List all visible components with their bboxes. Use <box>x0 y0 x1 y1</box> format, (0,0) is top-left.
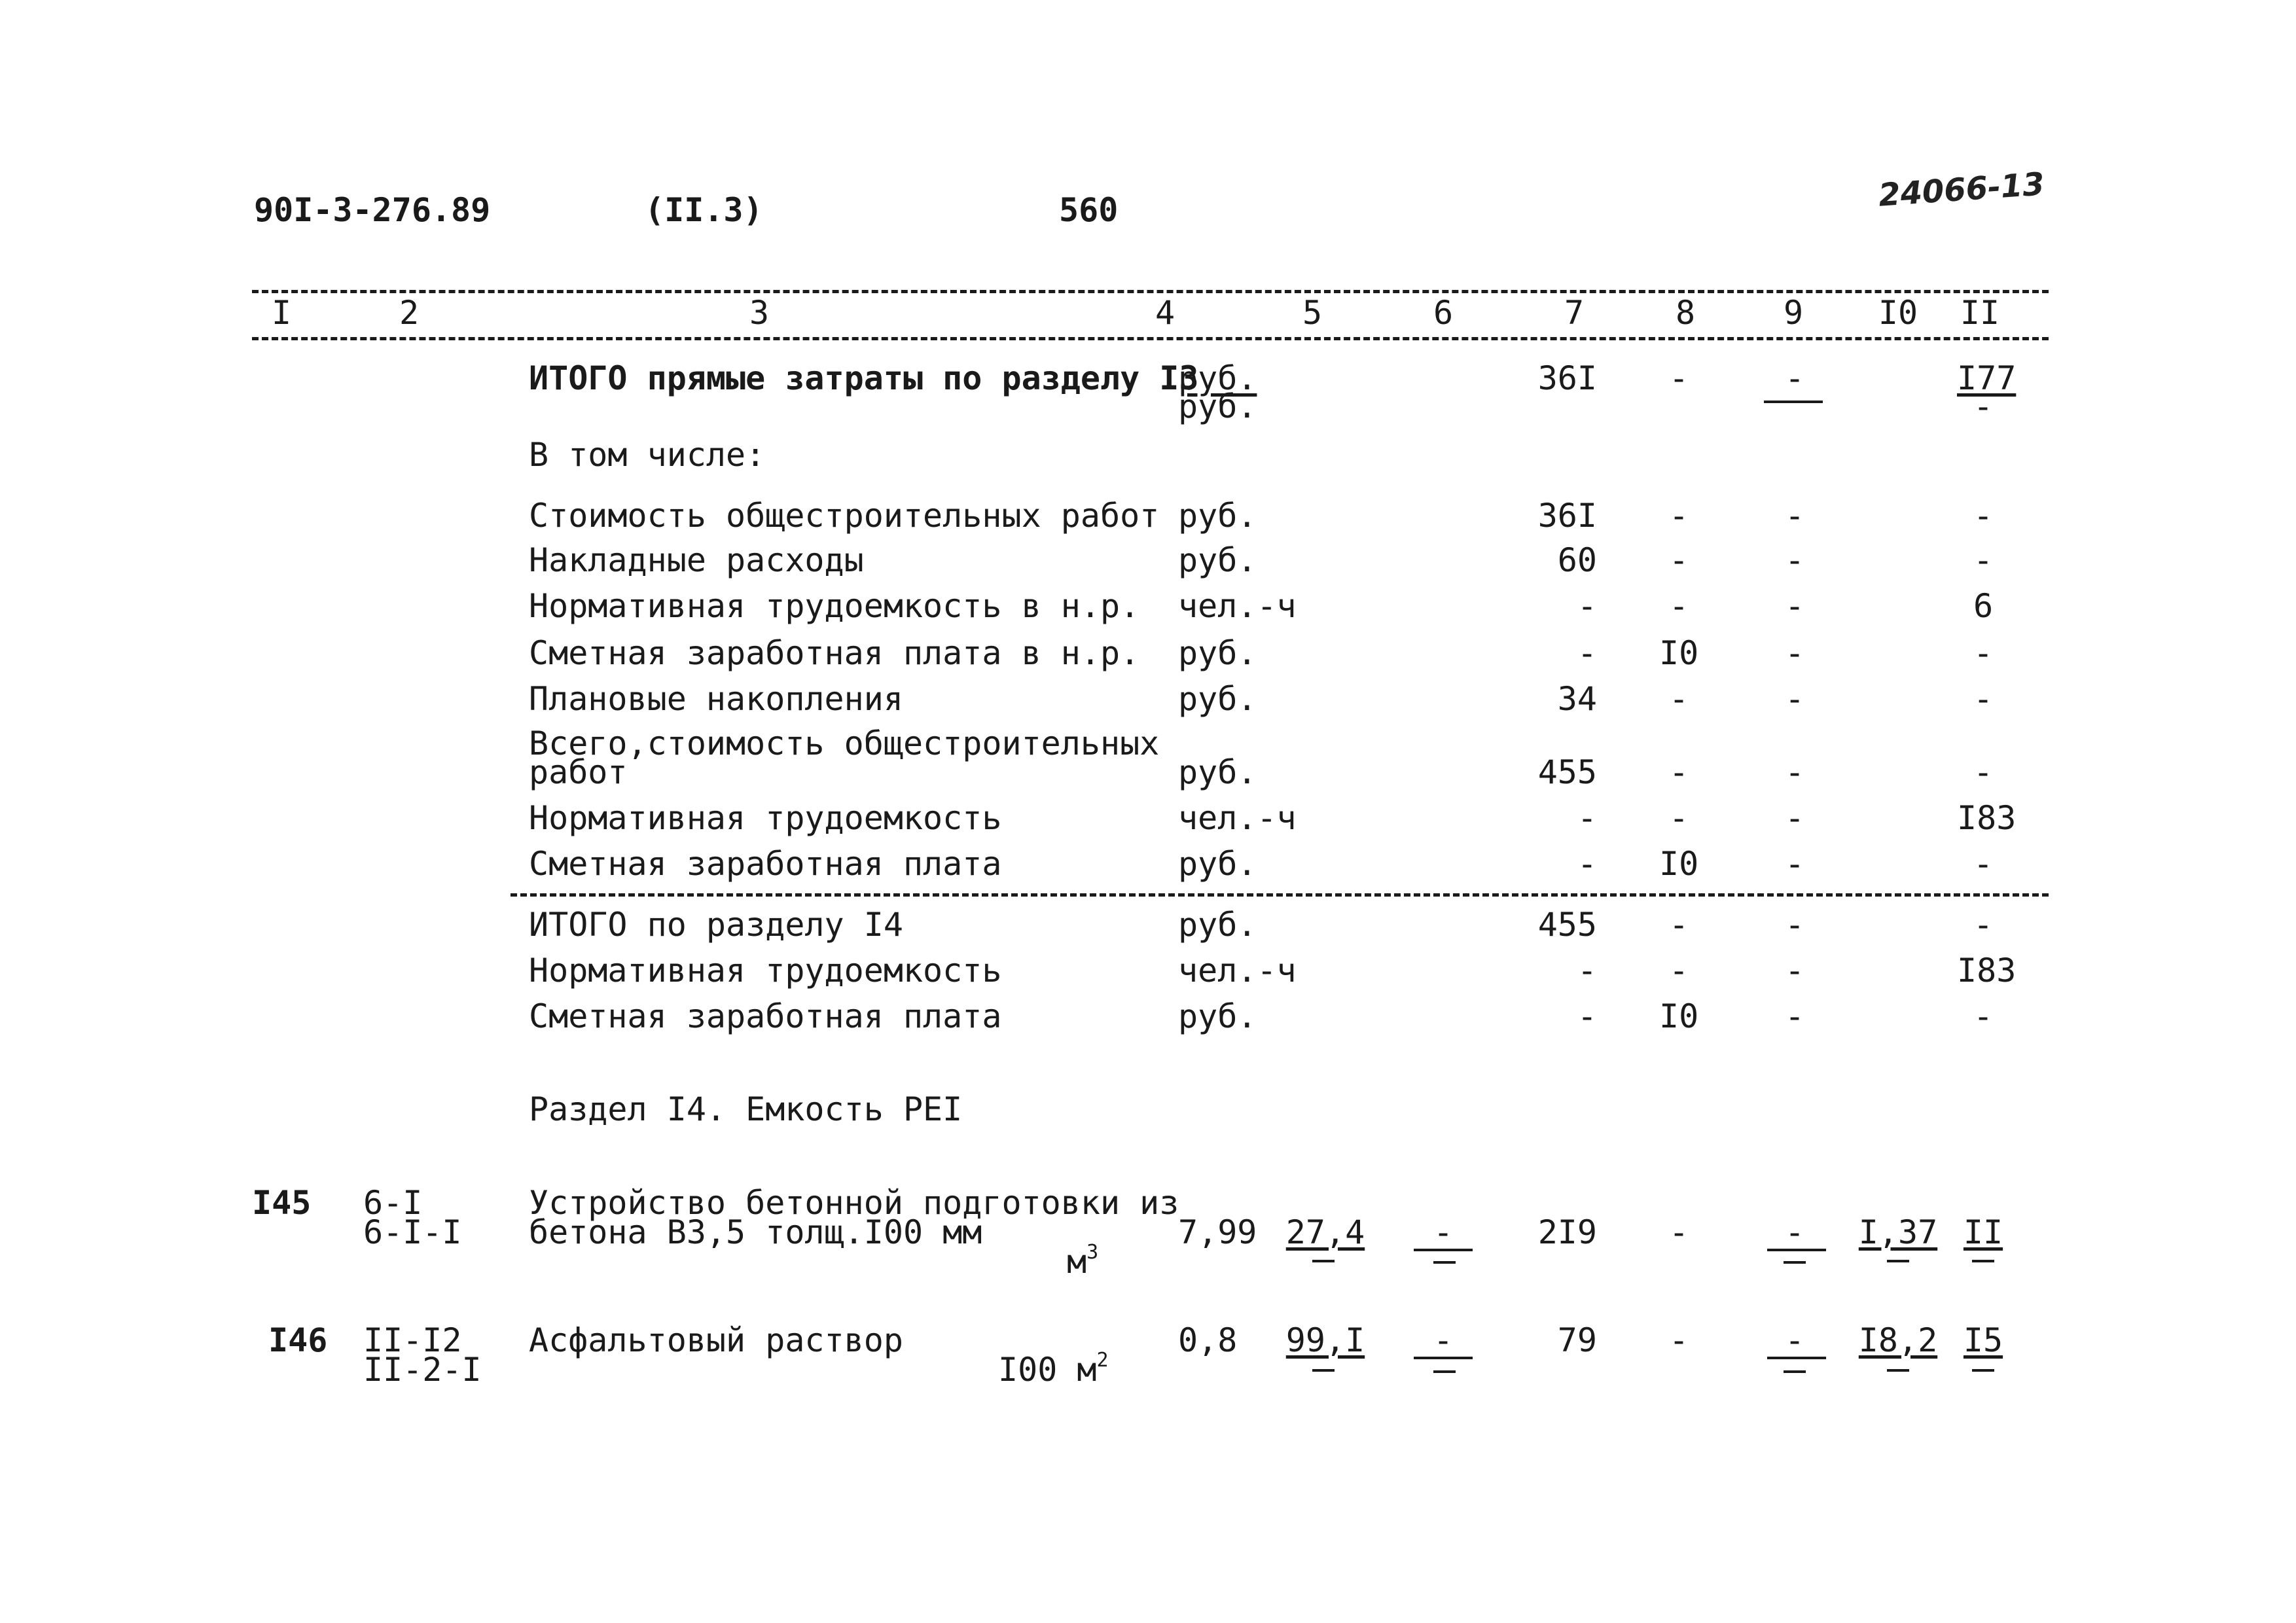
column-header-8: 8 <box>1675 294 1696 332</box>
row-unit: руб. <box>1178 906 1257 944</box>
row-col8: - <box>1668 497 1689 535</box>
item-col5: 99,I <box>1285 1321 1365 1359</box>
row-col7: - <box>1577 845 1597 883</box>
summary-13-col11: I77 <box>1957 359 2017 397</box>
item-code-primary: 6-I <box>363 1184 423 1222</box>
item-col9: - <box>1784 1213 1805 1251</box>
row-col8: - <box>1668 952 1689 990</box>
summary-13-col9-fraction-bar <box>1764 401 1823 403</box>
item-col5: 27,4 <box>1285 1213 1365 1251</box>
row-col8: - <box>1668 587 1689 625</box>
row-col9: - <box>1784 952 1805 990</box>
item-col9-fraction-bar <box>1767 1357 1826 1359</box>
item-col6-fraction-bar <box>1414 1357 1473 1359</box>
section-14-heading: Раздел I4. Емкость РЕI <box>529 1090 963 1128</box>
item-quantity: 7,99 <box>1178 1213 1257 1251</box>
row-unit: руб. <box>1178 753 1257 791</box>
row-col9: - <box>1784 753 1805 791</box>
row-col9: - <box>1784 634 1805 672</box>
column-header-3: 3 <box>749 294 770 332</box>
row-col8: - <box>1668 541 1689 579</box>
item-number: I45 <box>252 1184 312 1222</box>
item-col6: - <box>1433 1213 1454 1251</box>
row-col11: - <box>1973 634 1994 672</box>
row-col8: - <box>1668 753 1689 791</box>
item-col7: 79 <box>1557 1321 1597 1359</box>
row-unit: руб. <box>1178 497 1257 535</box>
column-header-7: 7 <box>1564 294 1585 332</box>
row-col11: - <box>1973 541 1994 579</box>
column-header-11: II <box>1960 294 2000 332</box>
item-col6-below <box>1433 1370 1456 1373</box>
summary-13-col7: 36I <box>1537 359 1597 397</box>
row-col11: - <box>1973 680 1994 718</box>
section-divider-rule <box>511 893 2049 897</box>
row-col11: I83 <box>1957 952 2017 990</box>
item-col5-below <box>1312 1260 1335 1262</box>
row-unit: чел.-ч <box>1178 799 1297 837</box>
item-col10-below <box>1887 1260 1909 1262</box>
summary-13-unit-bottom: руб. <box>1178 387 1257 425</box>
row-col8: - <box>1668 799 1689 837</box>
row-unit: руб. <box>1178 845 1257 883</box>
summary-13-col8: - <box>1668 359 1689 397</box>
summary-13-col9: - <box>1784 359 1805 397</box>
row-col11: - <box>1973 997 1994 1035</box>
row-col8: - <box>1668 680 1689 718</box>
item-col11: I5 <box>1963 1321 2003 1359</box>
row-name: Сметная заработная плата <box>529 997 1002 1035</box>
row-col9: - <box>1784 587 1805 625</box>
sheet-reference: (II.3) <box>645 191 763 229</box>
row-col11: - <box>1973 497 1994 535</box>
item-quantity: 0,8 <box>1178 1321 1238 1359</box>
total-construction-name-line2: работ <box>529 753 628 791</box>
item-col8: - <box>1668 1213 1689 1251</box>
row-col7: - <box>1577 997 1597 1035</box>
row-col9: - <box>1784 997 1805 1035</box>
summary-13-col11-below: - <box>1973 387 1994 425</box>
row-col7: - <box>1577 634 1597 672</box>
row-col9: - <box>1784 799 1805 837</box>
page-number: 560 <box>1059 191 1119 229</box>
item-col10: I8,2 <box>1858 1321 1938 1359</box>
row-col7: - <box>1577 587 1597 625</box>
column-header-6: 6 <box>1433 294 1454 332</box>
row-name: Сметная заработная плата <box>529 845 1002 883</box>
row-col7: 455 <box>1537 906 1597 944</box>
item-col10: I,37 <box>1858 1213 1938 1251</box>
item-col9-below <box>1784 1370 1806 1373</box>
row-col9: - <box>1784 906 1805 944</box>
column-header-2: 2 <box>399 294 420 332</box>
row-col7: 455 <box>1537 753 1597 791</box>
item-description: Асфальтовый раствор <box>529 1321 903 1359</box>
row-name: Стоимость общестроительных работ <box>529 497 1160 535</box>
column-header-10: I0 <box>1878 294 1918 332</box>
including-label: В том числе: <box>529 436 766 474</box>
item-col6: - <box>1433 1321 1454 1359</box>
item-unit: I00 $м^2$ <box>998 1349 1109 1389</box>
item-description-line2: бетона В3,5 толщ.I00 мм <box>529 1213 982 1251</box>
handwritten-inventory-number: 24066-13 <box>1877 166 2046 214</box>
column-header-5: 5 <box>1302 294 1323 332</box>
summary-13-title: ИТОГО прямые затраты по разделу I3 <box>529 359 1199 397</box>
item-description-line1: Устройство бетонной подготовки из <box>529 1184 1179 1222</box>
column-header-1: I <box>271 294 292 332</box>
row-col7: 60 <box>1557 541 1597 579</box>
row-name: Накладные расходы <box>529 541 864 579</box>
item-col11-below <box>1972 1260 1994 1262</box>
row-col8: - <box>1668 906 1689 944</box>
row-col11: - <box>1973 906 1994 944</box>
header-bottom-rule <box>252 337 2049 340</box>
row-name: Нормативная трудоемкость в н.р. <box>529 587 1140 625</box>
item-code-secondary: II-2-I <box>363 1351 482 1389</box>
item-col10-below <box>1887 1369 1909 1372</box>
row-col7: 34 <box>1557 680 1597 718</box>
row-name: Нормативная трудоемкость <box>529 799 1002 837</box>
row-name: Нормативная трудоемкость <box>529 952 1002 990</box>
column-header-4: 4 <box>1155 294 1175 332</box>
row-unit: руб. <box>1178 634 1257 672</box>
total-construction-name-line1: Всего,стоимость общестроительных <box>529 724 1160 762</box>
item-col9: - <box>1784 1321 1805 1359</box>
row-col11: I83 <box>1957 799 2017 837</box>
item-col5-below <box>1312 1369 1335 1372</box>
item-col9-fraction-bar <box>1767 1249 1826 1251</box>
item-col11: II <box>1963 1213 2003 1251</box>
item-col8: - <box>1668 1321 1689 1359</box>
row-col9: - <box>1784 541 1805 579</box>
row-unit: руб. <box>1178 680 1257 718</box>
column-header-9: 9 <box>1783 294 1804 332</box>
item-number: I46 <box>268 1321 328 1359</box>
row-col8: I0 <box>1659 997 1699 1035</box>
row-unit: руб. <box>1178 997 1257 1035</box>
row-col7: 36I <box>1537 497 1597 535</box>
summary-13-unit-top: руб. <box>1178 359 1257 397</box>
row-unit: чел.-ч <box>1178 952 1297 990</box>
item-col9-below <box>1784 1261 1806 1264</box>
row-name: ИТОГО по разделу I4 <box>529 906 903 944</box>
row-name: Сметная заработная плата в н.р. <box>529 634 1140 672</box>
item-col6-below <box>1433 1261 1456 1264</box>
row-col8: I0 <box>1659 634 1699 672</box>
row-col9: - <box>1784 497 1805 535</box>
row-col8: I0 <box>1659 845 1699 883</box>
item-unit: $м^3$ <box>1067 1241 1099 1281</box>
row-col11: 6 <box>1973 587 1994 625</box>
row-col9: - <box>1784 680 1805 718</box>
row-col9: - <box>1784 845 1805 883</box>
item-code-primary: II-I2 <box>363 1321 462 1359</box>
row-unit: чел.-ч <box>1178 587 1297 625</box>
row-unit: руб. <box>1178 541 1257 579</box>
item-col6-fraction-bar <box>1414 1249 1473 1251</box>
item-col7: 2I9 <box>1537 1213 1597 1251</box>
row-col11: - <box>1973 845 1994 883</box>
item-code-secondary: 6-I-I <box>363 1213 462 1251</box>
row-col7: - <box>1577 799 1597 837</box>
row-name: Плановые накопления <box>529 680 903 718</box>
header-top-rule <box>252 290 2049 293</box>
row-col7: - <box>1577 952 1597 990</box>
item-col11-below <box>1972 1369 1994 1372</box>
document-code: 90I-3-276.89 <box>254 191 491 229</box>
row-col11: - <box>1973 753 1994 791</box>
